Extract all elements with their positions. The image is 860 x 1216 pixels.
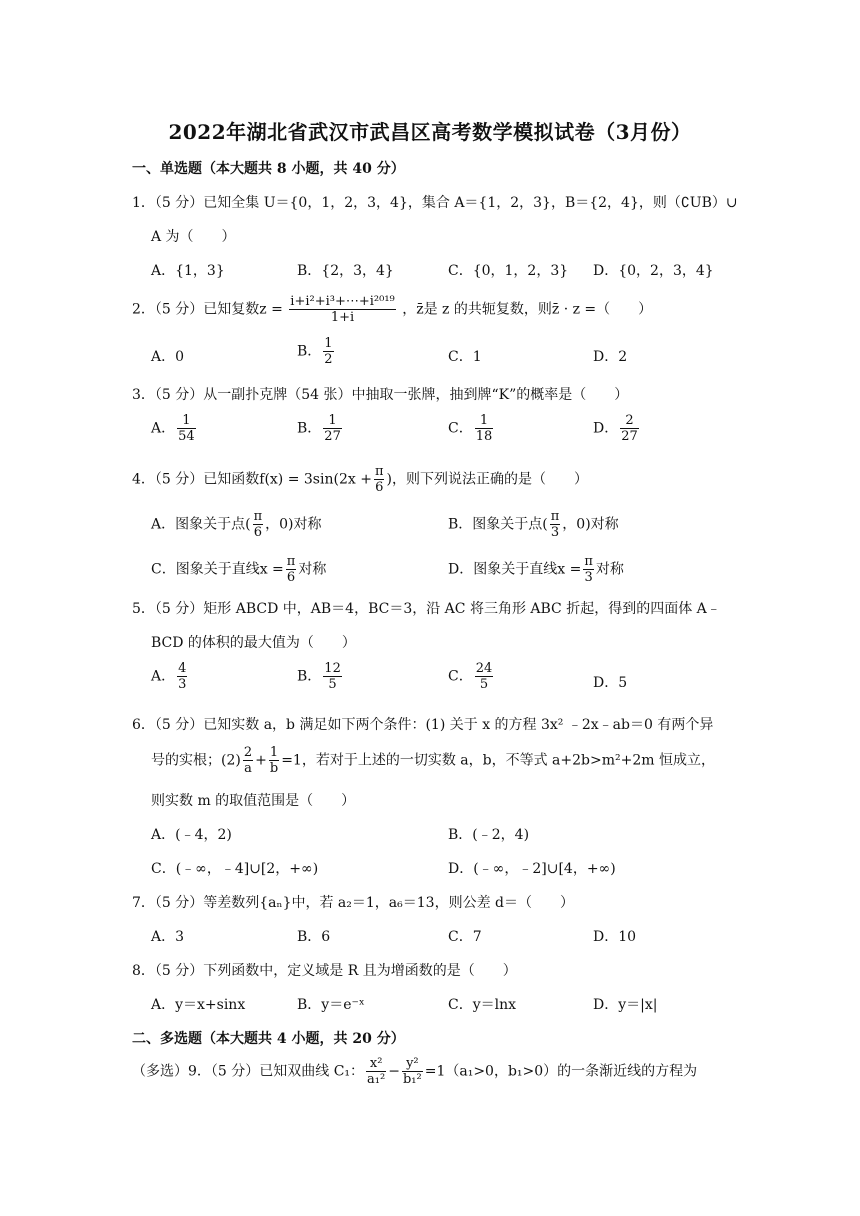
q7-option-a: A．3 bbox=[151, 929, 185, 945]
option-text: 对称 bbox=[595, 561, 624, 578]
numerator: 24 bbox=[475, 661, 493, 676]
q4-fraction bbox=[374, 464, 385, 495]
q5-option-d: D．5 bbox=[593, 675, 628, 691]
fraction bbox=[177, 661, 187, 692]
question-6-line-2 bbox=[151, 745, 715, 776]
fraction bbox=[366, 1056, 386, 1087]
q3-option-a-fraction bbox=[177, 413, 196, 444]
q6-option-c: C．(﹣∞，﹣4]∪[2，+∞) bbox=[151, 861, 319, 877]
question-6-line-1: 6．（5 分）已知实数 a，b 满足如下两个条件：(1) 关于 x 的方程 3x² ﹣2x﹣ab＝0 有两个异 bbox=[132, 717, 714, 733]
q6-option-b: B．(﹣2，4) bbox=[448, 827, 530, 843]
denominator: 27 bbox=[324, 429, 341, 444]
option-label: C． bbox=[448, 420, 473, 437]
q1-option-c: C．{0，1，2，3} bbox=[448, 263, 569, 279]
q1-option-b: B．{2，3，4} bbox=[297, 263, 394, 279]
q2-option-d: D．2 bbox=[593, 349, 628, 365]
q5-option-a bbox=[151, 661, 189, 692]
question-5-line-1: 5．（5 分）矩形 ABCD 中，AB＝4，BC＝3，沿 AC 将三角形 ABC 折起，得到的四面体 A﹣ bbox=[132, 601, 721, 617]
q2-option-b-fraction bbox=[323, 336, 333, 367]
numerator: π bbox=[584, 554, 593, 569]
q4-option-c bbox=[151, 554, 326, 585]
option-text: ，0)对称 bbox=[265, 516, 322, 533]
denominator: b₁² bbox=[402, 1072, 422, 1087]
question-5-line-2: BCD 的体积的最大值为（ ） bbox=[151, 635, 356, 651]
q1-option-d: D．{0，2，3，4} bbox=[593, 263, 714, 279]
minus-sign: − bbox=[388, 1063, 400, 1080]
q9-suffix: =1（a₁>0，b₁>0）的一条渐近线的方程为 bbox=[424, 1063, 698, 1080]
question-8-stem: 8．（5 分）下列函数中，定义域是 R 且为增函数的是（ ） bbox=[132, 963, 517, 979]
numerator: 2 bbox=[243, 745, 253, 760]
q2-prefix: 2．（5 分）已知复数z = bbox=[132, 301, 283, 318]
q2-option-c: C．1 bbox=[448, 349, 482, 365]
q4-suffix: )，则下列说法正确的是（ ） bbox=[386, 471, 588, 488]
numerator: π bbox=[550, 509, 560, 524]
denominator: 5 bbox=[328, 677, 337, 692]
q7-option-b: B．6 bbox=[297, 929, 331, 945]
question-3-stem: 3．（5 分）从一副扑克牌（54 张）中抽取一张牌，抽到牌“K”的概率是（ ） bbox=[132, 387, 629, 403]
q5-option-b bbox=[297, 661, 344, 692]
q3-option-b bbox=[297, 413, 344, 444]
option-label: A． bbox=[151, 668, 176, 685]
q8-option-d: D．y＝|x| bbox=[593, 997, 658, 1013]
denominator: 6 bbox=[253, 525, 262, 540]
numerator: 1 bbox=[324, 336, 333, 351]
numerator: 2 bbox=[620, 413, 639, 429]
plus-sign: + bbox=[255, 752, 267, 769]
fraction bbox=[243, 745, 253, 776]
numerator: 1 bbox=[177, 413, 196, 429]
denominator: 54 bbox=[178, 429, 195, 444]
fraction bbox=[286, 554, 297, 585]
denominator: 3 bbox=[584, 570, 593, 585]
q3-option-a bbox=[151, 413, 198, 444]
fraction bbox=[475, 661, 494, 692]
q6-option-a: A．(﹣4，2) bbox=[151, 827, 232, 843]
denominator: a₁² bbox=[367, 1072, 386, 1087]
question-7-stem: 7．（5 分）等差数列{aₙ}中，若 a₂＝1，a₆＝13，则公差 d＝（ ） bbox=[132, 895, 574, 911]
q3-option-d-fraction bbox=[620, 413, 639, 444]
q8-option-a: A．y＝x+sinx bbox=[151, 997, 246, 1013]
q2-fraction bbox=[289, 294, 395, 325]
q1-option-a: A．{1，3} bbox=[151, 263, 225, 279]
q6-text: 号的实根；(2) bbox=[151, 752, 241, 769]
q4-option-a bbox=[151, 509, 322, 540]
q8-option-c: C．y＝lnx bbox=[448, 997, 517, 1013]
q8-option-b: B．y＝e⁻ˣ bbox=[297, 997, 365, 1013]
denominator: 27 bbox=[621, 429, 638, 444]
q7-option-c: C．7 bbox=[448, 929, 482, 945]
numerator: 1 bbox=[323, 413, 342, 429]
numerator: 1 bbox=[475, 413, 494, 429]
q2-numerator: i+i²+i³+⋯+i²⁰¹⁹ bbox=[290, 294, 395, 309]
option-label: B． bbox=[297, 420, 322, 437]
option-label: D． bbox=[593, 420, 619, 437]
q4-option-d bbox=[448, 554, 624, 585]
denominator: 3 bbox=[550, 525, 560, 540]
q6-option-d: D．(﹣∞，﹣2]∪[4，+∞) bbox=[448, 861, 616, 877]
option-label: B． bbox=[297, 668, 322, 685]
q5-option-c bbox=[448, 661, 495, 692]
q3-option-c bbox=[448, 413, 495, 444]
option-label: C． bbox=[448, 668, 473, 685]
denominator: 2 bbox=[324, 352, 333, 367]
question-1-line-2: A 为（ ） bbox=[151, 229, 236, 245]
fraction bbox=[253, 509, 264, 540]
q2-option-b-label: B． bbox=[297, 343, 322, 360]
q2-option-b bbox=[297, 336, 336, 367]
option-text: C．图象关于直线x = bbox=[151, 561, 284, 578]
section-heading-multi: 二、多选题（本大题共 4 小题，共 20 分） bbox=[132, 1031, 405, 1047]
q4-option-b bbox=[448, 509, 619, 540]
denominator: 5 bbox=[479, 677, 489, 692]
numerator: π bbox=[286, 554, 296, 569]
q3-option-d bbox=[593, 413, 641, 444]
question-9-stem bbox=[132, 1056, 697, 1087]
section-heading-single: 一、单选题（本大题共 8 小题，共 40 分） bbox=[132, 161, 405, 177]
fraction bbox=[269, 745, 279, 776]
q6-text: =1，若对于上述的一切实数 a，b，不等式 a+2b>m²+2m 恒成立， bbox=[281, 752, 715, 769]
q9-prefix: （多选）9．（5 分）已知双曲线 C₁： bbox=[132, 1063, 365, 1080]
question-6-line-3: 则实数 m 的取值范围是（ ） bbox=[151, 793, 356, 809]
question-4-stem bbox=[132, 464, 588, 495]
question-2-stem bbox=[132, 294, 652, 325]
q2-option-a: A．0 bbox=[151, 349, 185, 365]
option-text: A．图象关于点( bbox=[151, 516, 251, 533]
fraction bbox=[402, 1056, 423, 1087]
option-text: D．图象关于直线x = bbox=[448, 561, 582, 578]
q3-option-b-fraction bbox=[323, 413, 342, 444]
numerator: 1 bbox=[269, 745, 279, 760]
fraction bbox=[550, 509, 561, 540]
denominator: 3 bbox=[178, 677, 187, 692]
numerator: x² bbox=[366, 1056, 386, 1072]
denominator: 18 bbox=[475, 429, 493, 444]
question-1-line-1: 1．（5 分）已知全集 U＝{0，1，2，3，4}，集合 A＝{1，2，3}，B＝{2，4}，则（∁UB）∪ bbox=[132, 195, 738, 211]
fraction bbox=[323, 661, 342, 692]
denominator: b bbox=[269, 761, 279, 776]
q3-option-c-fraction bbox=[475, 413, 494, 444]
fraction bbox=[583, 554, 594, 585]
numerator: y² bbox=[402, 1056, 423, 1072]
denominator: a bbox=[244, 761, 252, 776]
q4-prefix: 4．（5 分）已知函数f(x) = 3sin(2x + bbox=[132, 471, 372, 488]
numerator: π bbox=[253, 509, 263, 524]
numerator: 4 bbox=[178, 661, 187, 676]
option-label: A． bbox=[151, 420, 176, 437]
denominator: 6 bbox=[375, 480, 384, 495]
numerator: π bbox=[374, 464, 384, 479]
option-text: ，0)对称 bbox=[562, 516, 619, 533]
option-text: B．图象关于点( bbox=[448, 516, 548, 533]
q2-suffix: ，z̄是 z 的共轭复数，则z̄ · z =（ ） bbox=[402, 301, 653, 318]
q2-denominator: 1+i bbox=[330, 310, 355, 325]
option-text: 对称 bbox=[298, 561, 327, 578]
q7-option-d: D．10 bbox=[593, 929, 637, 945]
denominator: 6 bbox=[286, 570, 296, 585]
page-title: 2022年湖北省武汉市武昌区高考数学模拟试卷（3月份） bbox=[168, 120, 692, 144]
numerator: 12 bbox=[324, 661, 341, 676]
